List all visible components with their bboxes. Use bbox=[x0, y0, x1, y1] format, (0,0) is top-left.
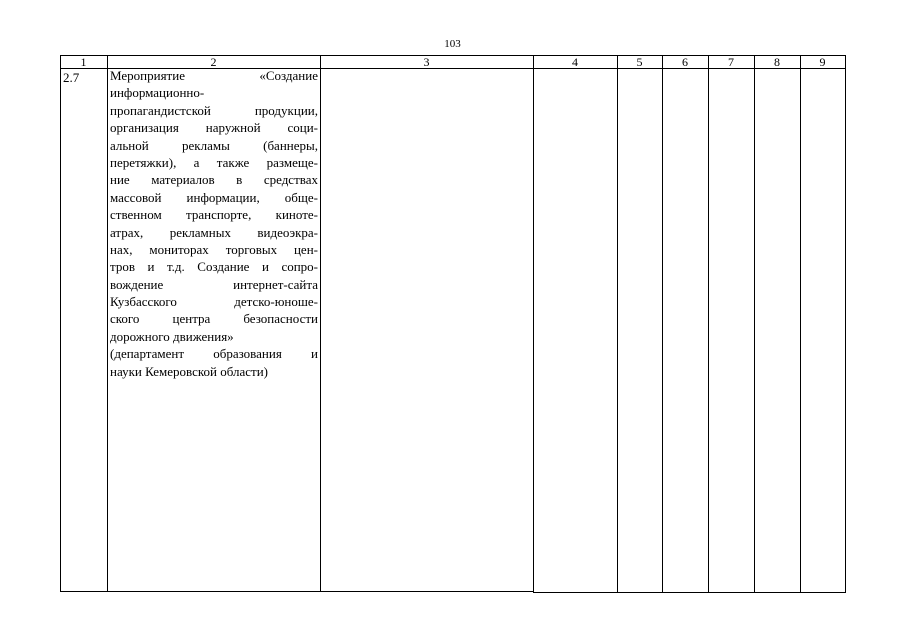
description-line: ского центра безопасности bbox=[110, 311, 318, 327]
description-line: массовой информации, обще- bbox=[110, 189, 318, 205]
column-divider bbox=[662, 55, 663, 593]
description-line: атрах, рекламных видеоэкра- bbox=[110, 224, 318, 240]
column-header-5: 5 bbox=[636, 55, 643, 69]
page-number: 103 bbox=[444, 38, 461, 50]
column-divider bbox=[107, 55, 108, 592]
column-header-3: 3 bbox=[423, 55, 430, 69]
column-header-1: 1 bbox=[80, 55, 87, 69]
column-divider bbox=[533, 55, 534, 593]
column-divider bbox=[617, 55, 618, 593]
column-divider bbox=[754, 55, 755, 593]
description-line: организация наружной соци- bbox=[110, 120, 318, 136]
table-bottom-border-left bbox=[60, 591, 533, 592]
column-divider bbox=[60, 55, 61, 592]
description-line: (департамент образования и bbox=[110, 346, 318, 362]
description-line: нах, мониторах торговых цен- bbox=[110, 241, 318, 257]
description-line: вождение интернет-сайта bbox=[110, 276, 318, 292]
description-line: Кузбасского детско-юноше- bbox=[110, 294, 318, 310]
column-divider bbox=[708, 55, 709, 593]
description-line: пропагандистской продукции, bbox=[110, 102, 318, 118]
column-header-6: 6 bbox=[682, 55, 688, 69]
column-header-8: 8 bbox=[774, 55, 780, 69]
column-header-2: 2 bbox=[210, 55, 217, 69]
description-line: ние материалов в средствах bbox=[110, 172, 318, 188]
column-divider bbox=[845, 55, 846, 593]
description-line: перетяжки), а также размеще- bbox=[110, 154, 318, 170]
column-header-9: 9 bbox=[819, 55, 826, 69]
description-line: ственном транспорте, кинотe- bbox=[110, 207, 318, 223]
column-divider bbox=[320, 55, 321, 592]
row-number: 2.7 bbox=[63, 70, 80, 85]
row-description bbox=[110, 67, 318, 380]
column-header-4: 4 bbox=[572, 55, 578, 69]
description-line: информационно- bbox=[110, 85, 205, 101]
column-divider bbox=[800, 55, 801, 593]
column-header-7: 7 bbox=[728, 55, 734, 69]
description-line: дорожного движения» bbox=[110, 328, 234, 344]
description-line: тров и т.д. Создание и сопро- bbox=[110, 259, 318, 275]
description-line: альной рекламы (баннеры, bbox=[110, 137, 318, 153]
description-line: Мероприятие «Создание bbox=[110, 68, 318, 83]
description-line: науки Кемеровской области) bbox=[110, 363, 269, 379]
